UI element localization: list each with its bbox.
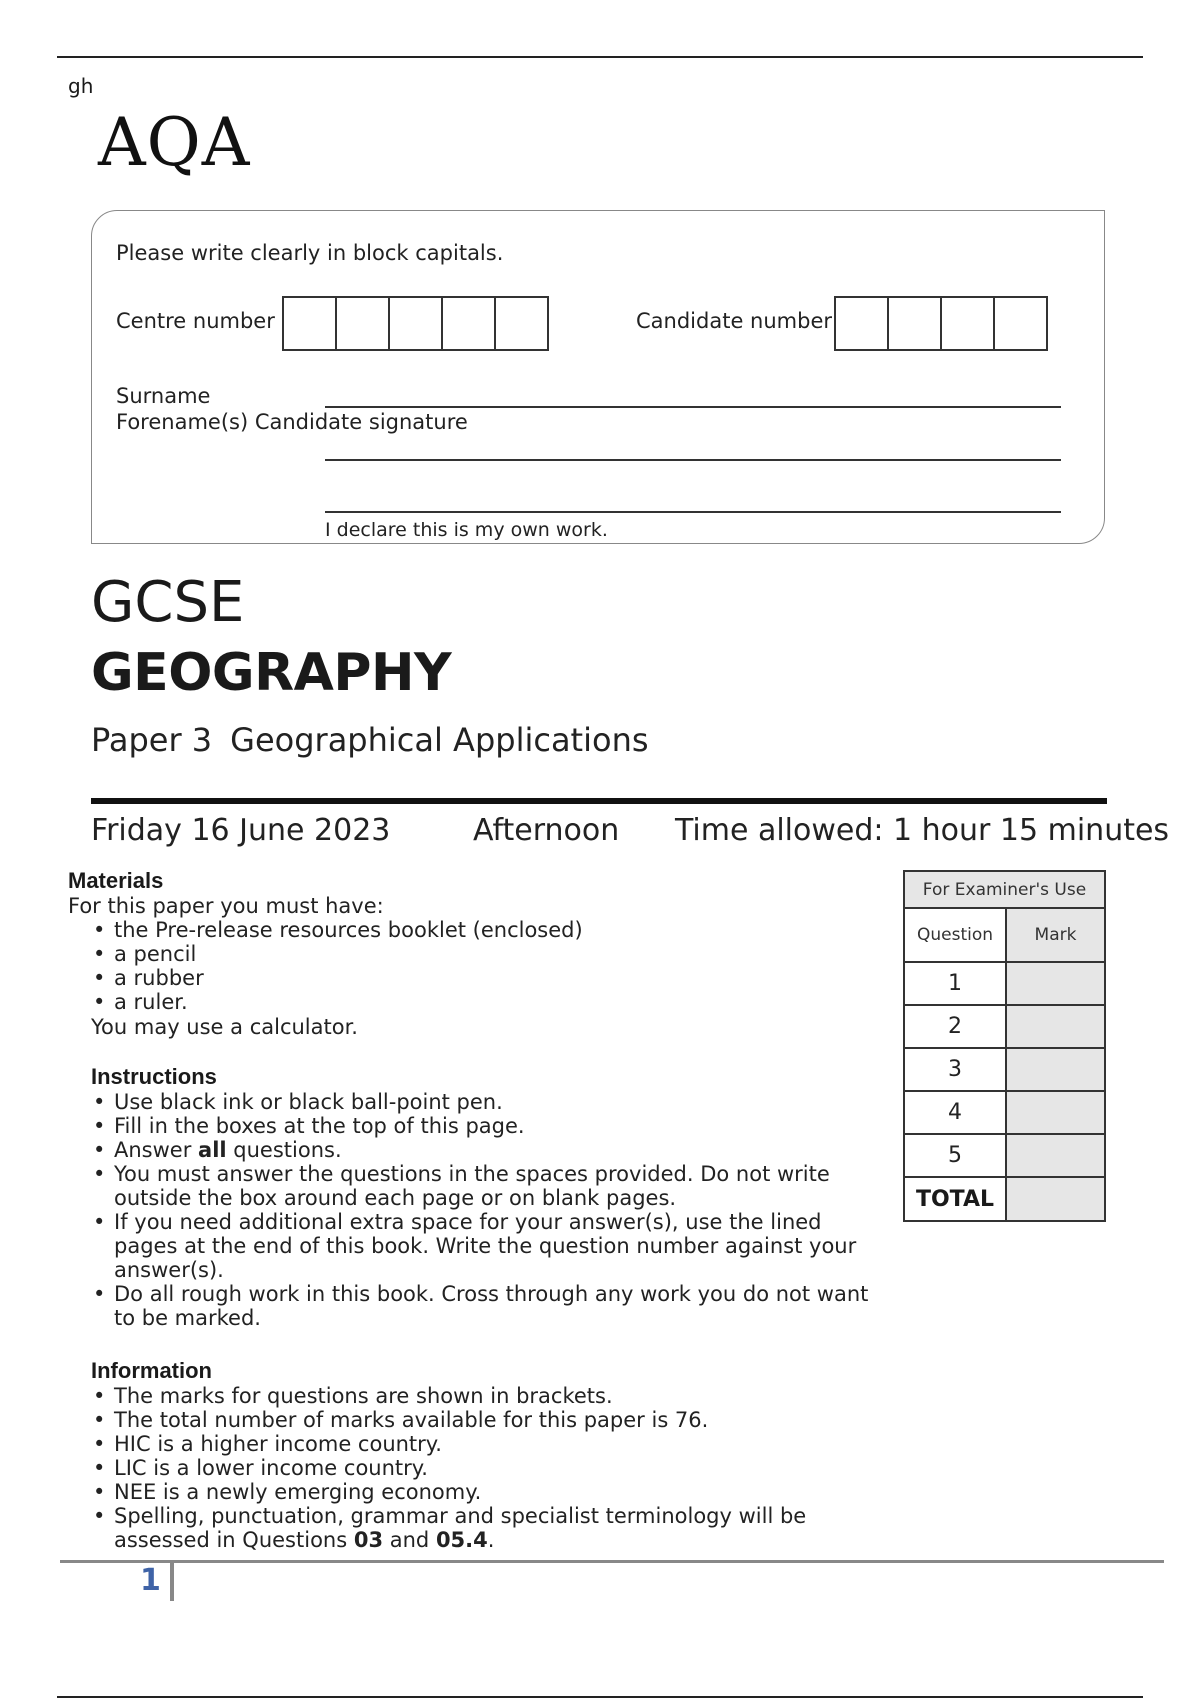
list-item: • HIC is a higher income country. bbox=[91, 1432, 871, 1456]
list-item bbox=[91, 1138, 871, 1162]
total-mark-cell[interactable] bbox=[1006, 1177, 1105, 1221]
forename-label: Forename(s) bbox=[116, 410, 249, 434]
instructions-list bbox=[91, 1090, 871, 1330]
list-item: • LIC is a lower income country. bbox=[91, 1456, 871, 1480]
candidate-digit-box[interactable] bbox=[887, 296, 942, 351]
list-item: • The total number of marks available for this paper is 76. bbox=[91, 1408, 871, 1432]
question-number: 5 bbox=[904, 1134, 1006, 1177]
exam-session: Afternoon bbox=[473, 813, 620, 848]
paper-title bbox=[91, 721, 649, 759]
forename-signature-labels bbox=[116, 410, 468, 434]
question-number: 3 bbox=[904, 1048, 1006, 1091]
information-list bbox=[91, 1384, 871, 1552]
list-item: • Do all rough work in this book. Cross through any work you do not want to be marked. bbox=[91, 1282, 871, 1330]
answer-prefix: Answer bbox=[114, 1138, 199, 1162]
answer-all-emphasis: all bbox=[198, 1138, 227, 1162]
centre-digit-box[interactable] bbox=[388, 296, 443, 351]
examiners-use-table bbox=[903, 870, 1106, 1222]
surname-label: Surname bbox=[116, 384, 211, 408]
title-rule bbox=[91, 798, 1107, 804]
list-item: • a rubber bbox=[91, 966, 851, 990]
list-item: • NEE is a newly emerging economy. bbox=[91, 1480, 871, 1504]
candidate-number-label: Candidate number bbox=[636, 309, 832, 333]
surname-line[interactable] bbox=[325, 406, 1061, 408]
materials-intro: For this paper you must have: bbox=[68, 894, 384, 918]
question-number: 1 bbox=[904, 962, 1006, 1005]
signature-label: Candidate signature bbox=[254, 410, 468, 434]
table-row bbox=[904, 1134, 1105, 1177]
list-item: • You must answer the questions in the spaces provided. Do not write outside the box around each page or on blank pages. bbox=[91, 1162, 871, 1210]
block-capitals-instruction: Please write clearly in block capitals. bbox=[116, 241, 504, 265]
spag-suffix: . bbox=[487, 1528, 495, 1552]
question-number: 4 bbox=[904, 1091, 1006, 1134]
table-row bbox=[904, 1091, 1105, 1134]
paper-name: Geographical Applications bbox=[230, 721, 649, 759]
centre-digit-box[interactable] bbox=[494, 296, 549, 351]
paper-number: Paper 3 bbox=[91, 721, 213, 759]
list-item: • If you need additional extra space for your answer(s), use the lined pages at the end of this book. Write the question number against your answer(s). bbox=[91, 1210, 871, 1282]
aqa-logo: AQA bbox=[98, 104, 251, 181]
top-rule bbox=[57, 56, 1143, 58]
exam-date: Friday 16 June 2023 bbox=[91, 813, 391, 848]
mark-cell[interactable] bbox=[1006, 962, 1105, 1005]
spag-question-1: 03 bbox=[353, 1528, 384, 1552]
bottom-rule bbox=[57, 1696, 1143, 1698]
list-item: • Fill in the boxes at the top of this page. bbox=[91, 1114, 871, 1138]
list-item bbox=[91, 1504, 871, 1552]
candidate-digit-box[interactable] bbox=[834, 296, 889, 351]
centre-digit-box[interactable] bbox=[335, 296, 390, 351]
centre-number-boxes[interactable] bbox=[282, 296, 549, 351]
question-number: 2 bbox=[904, 1005, 1006, 1048]
mark-cell[interactable] bbox=[1006, 1005, 1105, 1048]
table-row bbox=[904, 962, 1105, 1005]
centre-digit-box[interactable] bbox=[282, 296, 337, 351]
declaration-text: I declare this is my own work. bbox=[325, 519, 608, 541]
spag-and: and bbox=[383, 1528, 436, 1552]
table-row bbox=[904, 1048, 1105, 1091]
mark-cell[interactable] bbox=[1006, 1134, 1105, 1177]
corner-code: gh bbox=[68, 74, 94, 98]
centre-number-label: Centre number bbox=[116, 309, 275, 333]
mark-column-header: Mark bbox=[1006, 908, 1105, 962]
candidate-number-boxes[interactable] bbox=[834, 296, 1048, 351]
question-column-header: Question bbox=[904, 908, 1006, 962]
answer-suffix: questions. bbox=[226, 1138, 342, 1162]
total-label: TOTAL bbox=[904, 1177, 1006, 1221]
signature-line[interactable] bbox=[325, 511, 1061, 513]
list-item: • The marks for questions are shown in brackets. bbox=[91, 1384, 871, 1408]
footer-rule bbox=[60, 1560, 1164, 1563]
centre-digit-box[interactable] bbox=[441, 296, 496, 351]
time-allowed: Time allowed: 1 hour 15 minutes bbox=[675, 813, 1170, 848]
materials-heading: Materials bbox=[68, 868, 164, 893]
list-item: • a pencil bbox=[91, 942, 851, 966]
forename-line[interactable] bbox=[325, 459, 1061, 461]
mark-cell[interactable] bbox=[1006, 1091, 1105, 1134]
list-item: • a ruler. bbox=[91, 990, 851, 1014]
candidate-digit-box[interactable] bbox=[993, 296, 1048, 351]
page-number-bar bbox=[170, 1563, 174, 1601]
calculator-note: You may use a calculator. bbox=[91, 1015, 358, 1039]
examiners-use-header: For Examiner's Use bbox=[904, 871, 1105, 908]
spag-text: Spelling, punctuation, grammar and specialist terminology will be assessed in Questions bbox=[114, 1504, 807, 1552]
subject-title: GEOGRAPHY bbox=[91, 643, 452, 703]
candidate-digit-box[interactable] bbox=[940, 296, 995, 351]
table-row bbox=[904, 1005, 1105, 1048]
list-item: • the Pre-release resources booklet (enclosed) bbox=[91, 918, 851, 942]
qualification-title: GCSE bbox=[91, 570, 245, 635]
spag-question-2: 05.4 bbox=[435, 1528, 488, 1552]
candidate-details-box bbox=[91, 210, 1105, 544]
information-heading: Information bbox=[91, 1358, 212, 1383]
instructions-heading: Instructions bbox=[91, 1064, 217, 1089]
mark-cell[interactable] bbox=[1006, 1048, 1105, 1091]
total-row bbox=[904, 1177, 1105, 1221]
materials-list bbox=[91, 918, 851, 1014]
list-item: • Use black ink or black ball-point pen. bbox=[91, 1090, 871, 1114]
page-number: 1 bbox=[140, 1563, 161, 1598]
